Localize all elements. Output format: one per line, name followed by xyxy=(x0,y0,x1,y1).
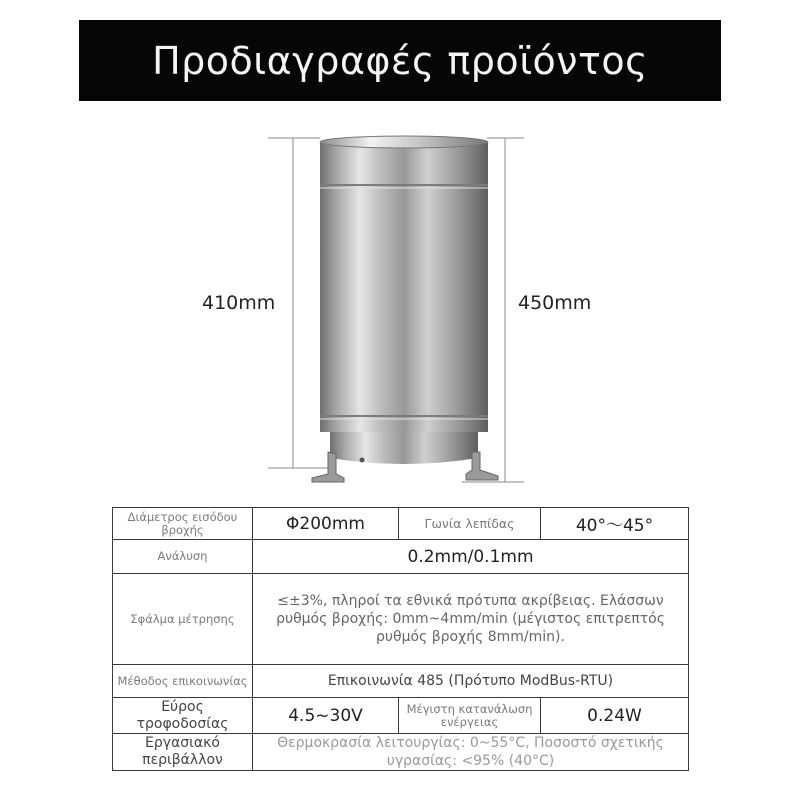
spec-value: 4.5~30V xyxy=(253,698,399,734)
rain-gauge-image xyxy=(262,130,532,490)
spec-label: Εργασιακό περιβάλλον xyxy=(113,734,253,771)
spec-row-rain-inlet xyxy=(113,508,689,540)
spec-value: Επικοινωνία 485 (Πρότυπο ModBus-RTU) xyxy=(253,665,689,698)
spec-value: 0.24W xyxy=(541,698,689,734)
spec-value: Φ200mm xyxy=(253,508,399,540)
spec-row-power xyxy=(113,698,689,734)
spec-table xyxy=(112,507,689,771)
spec-row-environment xyxy=(113,734,689,771)
title-banner xyxy=(79,20,721,101)
spec-row-resolution xyxy=(113,540,689,574)
height-right-label: 450mm xyxy=(518,292,592,314)
spec-label: Μέθοδος επικοινωνίας xyxy=(113,665,253,698)
spec-label: Ανάλυση xyxy=(113,540,253,574)
spec-row-communication xyxy=(113,665,689,698)
height-left-label: 410mm xyxy=(202,292,276,314)
page-title: Προδιαγραφές προϊόντος xyxy=(152,38,648,83)
spec-value: ≤±3%, πληροί τα εθνικά πρότυπα ακρίβειας. Ελάσσων ρυθμός βροχής: 0mm~4mm/min (μέγιστος επιτρεπτός ρυθμός βροχής 8mm/min). xyxy=(253,574,689,665)
spec-label: Σφάλμα μέτρησης xyxy=(113,574,253,665)
spec-value: Θερμοκρασία λειτουργίας: 0~55°C, Ποσοστό σχετικής υγρασίας: <95% (40°C) xyxy=(253,734,689,771)
spec-row-error xyxy=(113,574,689,665)
spec-value: 0.2mm/0.1mm xyxy=(253,540,689,574)
spec-label: Εύρος τροφοδοσίας xyxy=(113,698,253,734)
spec-label: Γωνία λεπίδας xyxy=(399,508,541,540)
spec-label: Διάμετρος εισόδου βροχής xyxy=(113,508,253,540)
spec-label: Μέγιστη κατανάλωση ενέργειας xyxy=(399,698,541,734)
spec-value: 40°～45° xyxy=(541,508,689,540)
